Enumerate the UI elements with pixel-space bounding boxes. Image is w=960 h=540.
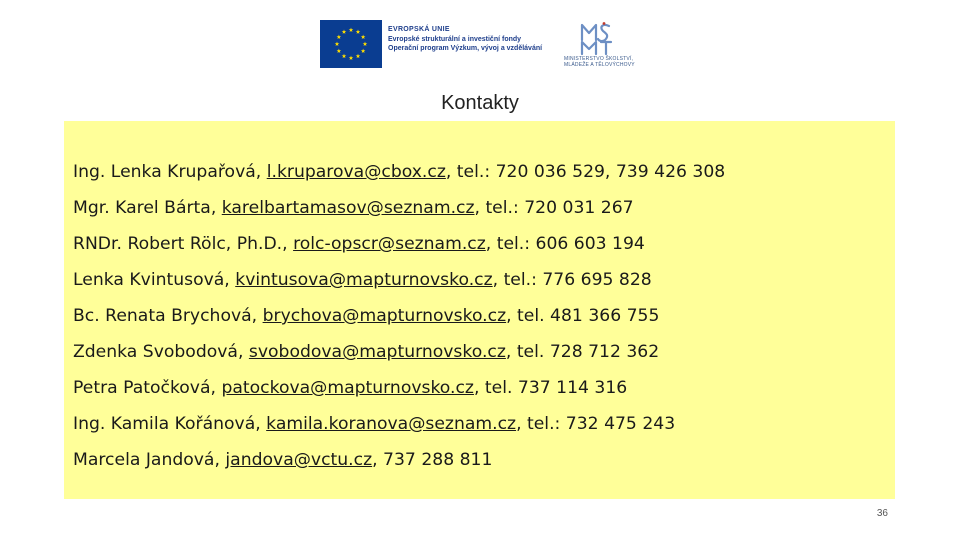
eu-star <box>356 29 361 33</box>
eu-line-1: EVROPSKÁ UNIE <box>388 26 450 33</box>
eu-star <box>335 42 340 46</box>
contact-phone: , tel.: 776 695 828 <box>492 270 652 290</box>
contact-name: Mgr. Karel Bárta, <box>73 198 222 218</box>
eu-star <box>337 35 342 39</box>
contact-phone: , tel. 737 114 316 <box>473 378 628 398</box>
logo-bar <box>320 20 660 70</box>
contacts-list <box>73 159 725 483</box>
contact-name: Ing. Kamila Kořánová, <box>73 414 267 434</box>
contact-phone: , tel.: 720 036 529, 739 426 308 <box>445 162 726 182</box>
contact-row <box>73 303 725 339</box>
eu-flag-logo <box>320 20 382 68</box>
contact-email-link[interactable]: kvintusova@mapturnovsko.cz <box>235 270 493 290</box>
contact-email-link[interactable]: kamila.koranova@seznam.cz <box>266 414 517 434</box>
msmt-caption-line-1: MINISTERSTVO ŠKOLSTVÍ, <box>564 56 634 62</box>
contact-phone: , tel.: 732 475 243 <box>516 414 676 434</box>
eu-star <box>361 49 366 53</box>
contact-name: Petra Patočková, <box>73 378 222 398</box>
contact-email-link[interactable]: brychova@mapturnovsko.cz <box>262 306 507 326</box>
contact-name: Lenka Kvintusová, <box>73 270 236 290</box>
contact-name: RNDr. Robert Rölc, Ph.D., <box>73 234 294 254</box>
contact-row <box>73 195 725 231</box>
contact-phone: , tel.: 720 031 267 <box>474 198 634 218</box>
contact-row <box>73 447 725 483</box>
eu-star <box>342 54 347 58</box>
contact-row <box>73 159 725 195</box>
contact-email-link[interactable]: svobodova@mapturnovsko.cz <box>248 342 506 362</box>
eu-star <box>342 29 347 33</box>
contact-name: Marcela Jandová, <box>73 450 226 470</box>
page-number: 36 <box>876 508 888 519</box>
contact-row <box>73 375 725 411</box>
msmt-caption <box>564 56 635 68</box>
contact-email-link[interactable]: rolc-opscr@seznam.cz <box>293 234 486 254</box>
contact-email-link[interactable]: patockova@mapturnovsko.cz <box>221 378 474 398</box>
contact-row <box>73 411 725 447</box>
slide-title: Kontakty <box>441 92 519 114</box>
contact-name: Ing. Lenka Krupařová, <box>73 162 267 182</box>
contacts-panel <box>64 121 895 499</box>
contact-row <box>73 267 725 303</box>
eu-star <box>356 54 361 58</box>
contact-phone: , 737 288 811 <box>372 450 493 470</box>
contact-phone: , tel. 481 366 755 <box>506 306 660 326</box>
contact-email-link[interactable]: jandova@vctu.cz <box>225 450 373 470</box>
eu-star <box>361 35 366 39</box>
eu-star <box>349 28 354 32</box>
eu-star <box>337 49 342 53</box>
contact-name: Zdenka Svobodová, <box>73 342 249 362</box>
eu-line-3: Operační program Výzkum, vývoj a vzdělávání <box>388 45 543 52</box>
eu-star <box>349 56 354 60</box>
contact-email-link[interactable]: karelbartamasov@seznam.cz <box>221 198 475 218</box>
contact-row <box>73 231 725 267</box>
contact-phone: , tel.: 606 603 194 <box>485 234 645 254</box>
contact-row <box>73 339 725 375</box>
eu-logo-text <box>388 25 542 54</box>
msmt-caption-line-2: MLÁDEŽE A TĚLOVÝCHOVY <box>564 62 635 68</box>
eu-star <box>363 42 368 46</box>
eu-line-2: Evropské strukturální a investiční fondy <box>388 35 522 43</box>
contact-email-link[interactable]: l.kruparova@cbox.cz <box>266 162 446 182</box>
contact-name: Bc. Renata Brychová, <box>73 306 263 326</box>
contact-phone: , tel. 728 712 362 <box>505 342 660 362</box>
